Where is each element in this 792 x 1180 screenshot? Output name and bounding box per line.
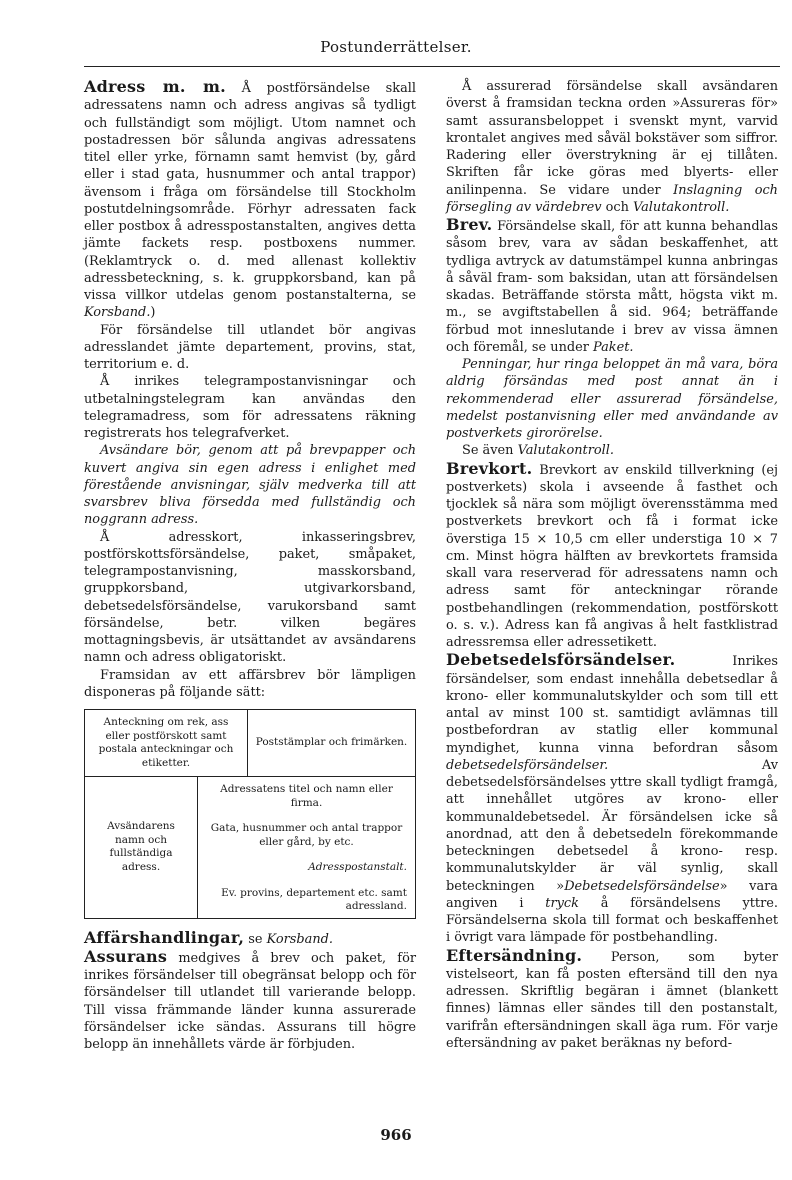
header-rule [84, 66, 780, 67]
korsband-ref: Korsband. [84, 305, 151, 321]
avsandare-note: Avsändare bör, genom att på brevpapper och kuvert angiva sin egen adress i enlighet med förestående anvisningar, själv medverka till att svarsbrev bliva försedda med fullständig och noggrann adress. [84, 443, 416, 528]
adress-heading: Adress m. m. [84, 77, 226, 96]
penningar-note: Penningar, hur ringa beloppet än må vara, böra aldrig försändas med post annat än i rekommenderad eller assurerad försändelse, medelst postanvisning eller med användande av postverkets girorörelse. [446, 357, 778, 441]
affarshandlingar-entry: Affärshandlingar, se Korsband. [84, 927, 333, 947]
stamp-area: Poststämplar och frimärken. [255, 736, 408, 749]
brev-heading: Brev. [446, 215, 493, 234]
recipient-line-country: Ev. provins, departement etc. samt adressland. [221, 886, 407, 912]
brev-paragraph: Brev. Försändelse skall, för att kunna behandlas såsom brev, vara av sådan beskaffenhet, att tydliga avtryck av datumstämpel kunna anbringas å såväl fram- som baksidan, utan att försändelsen skadas. Beträffande största mått, högsta vikt m. m., se avgiftstabellen å sid. 964; beträffande förbud mot inneslutande i brev av vissa ämnen och föremål, se under Paket. [446, 215, 778, 355]
korsband-ref-2: Korsband. [266, 931, 333, 947]
running-header: Postunderrättelser. [320, 38, 472, 56]
recipient-area [198, 777, 415, 918]
valutakontroll-ref-2: Valutakontroll. [517, 443, 614, 459]
recipient-line-name: Adressatens titel och namn eller firma. [220, 783, 393, 809]
utland-paragraph: För försändelse till utlandet bör angivas adresslandet jämte departement, provins, stat, territorium e. d. [84, 322, 416, 372]
assurans-heading: Assurans [84, 946, 168, 966]
assurerad-paragraph: Å assurerad försändelse skall avsändaren överst å framsidan teckna orden »Assureras för» samt assuransbeloppet i svenskt mynt, varvid krontalet angives med såväl bokstäver som siffror. Radering eller överstrykning är ej tillåten. Skriften får icke göras med blyerts- eller anilinpenna. Se vidare under Inslagning och försegling av värdebrev och Valutakontroll. [446, 79, 778, 215]
debetsedel-paragraph: Debetsedelsförsändelser. Inrikes försändelser, som endast innehålla debetsedlar å krono- eller kommunalutskylder och som till ett antal av minst 100 st. samtidigt avlämnas till postbefordran av statlig eller kommunal myndighet, kunna vinna befordran såsom debetsedelsförsändelser. Av debetsedelsförsändelses yttre skall tydligt framgå, att innehållet utgöres av krono- eller kommunaldebetsedel. Är försändelsen icke så anordnad, att den å debetsedeln förekommande beteckningen debetsedel å krono- resp. kommunalutskylder är väl synlig, skall beteckningen »Debetsedelsförsändelse» vara angiven i tryck å försändelsens yttre. Försändelserna skola till format och beskaffenhet i övrigt vara lämpade för postbehandling. [446, 650, 778, 946]
valutakontroll-ref: Valutakontroll. [632, 199, 730, 215]
annotation-area: Anteckning om rek, ass eller postförskott samt postala anteckningar och etiketter. [85, 710, 248, 776]
adress-paragraph: Adress m. m. Å postförsändelse skall adressatens namn och adress angivas så tydligt och fullständigt som möjligt. Utom namnet och postadressen bör sålunda angivas adressatens titel eller yrke, förnamn samt hemvist (by, gård eller i stad gata, husnummer och antal trappor) ävensom i fråga om försändelse till Stockholm postutdelningsområde. Förhyr adressaten fack eller postbox å adresspostanstalten, angives detta jämte fackets resp. postboxens nummer. (Reklamtryck o. d. med allenast kollektiv adressbeteckning, s. k. gruppkorsband, kan på vissa villkor utdelas genom postanstalterna, se Korsband.) [84, 77, 416, 321]
brevkort-paragraph: Brevkort. Brevkort av enskild tillverkning (ej postverkets) skola i avseende å fasthet och tjocklek så nära som möjligt överensstämma med postverkets brevkort och få i format icke överstiga 15 × 10,5 cm eller understiga 10 × 7 cm. Minst högra hälften av brevkortets framsida skall vara reserverad för adressatens namn och adress samt för anteckningar rörande postbehandlingen (rekommendation, postförskott o. s. v.). Adress kan få angivas å helt fastklistrad adressremsa eller adressetikett. [446, 458, 778, 650]
framsidan-paragraph: Framsidan av ett affärsbrev bör lämpligen disponeras på följande sätt: [84, 667, 416, 700]
inslagning-ref: Inslagning och försegling av värdebrev [446, 182, 778, 215]
sender-area: Avsändarens namn och fullständiga adress. [85, 777, 198, 918]
eftersandning-paragraph: Eftersändning. Person, som byter vistelseort, kan få posten eftersänd till den nya adressen. Skriftlig begäran i ämnet (blankett finnes) lämnas eller sändes till den postanstalt, varifrån eftersändningen skall äga rum. För varje eftersändning av paket beräknas ny beford- [446, 945, 778, 1051]
recipient-line-street: Gata, husnummer och antal trappor eller gård, by etc. [210, 822, 403, 848]
eftersandning-heading: Eftersändning. [446, 945, 583, 965]
brevkort-heading: Brevkort. [446, 458, 533, 478]
paket-ref: Paket. [593, 339, 634, 355]
adresskort-paragraph: Å adresskort, inkasseringsbrev, postförskottsförsändelse, paket, småpaket, telegrampostanvisning, masskorsband, gruppkorsband, utgivarkorsband, debetsedelsförsändelse, varukorsband samt försändelse, betr. vilken begäres mottagningsbevis, är utsättandet av avsändarens namn och adress obligatoriskt. [84, 529, 416, 666]
right-column [446, 78, 778, 1052]
debetsedel-heading: Debetsedelsförsändelser. [446, 650, 676, 670]
left-column [84, 78, 416, 1053]
assurans-paragraph: Assurans medgives å brev och paket, för inrikes försändelser till obegränsat belopp och för försändelser till utlandet till varierande belopp. Till vissa främmande länder kunna assurerade försändelser icke sändas. Assurans till högre belopp än innehållets värde är förbjuden. [84, 946, 416, 1052]
affarshandlingar-heading: Affärshandlingar, [84, 927, 245, 947]
recipient-line-postoffice: Adresspostanstalt. [308, 861, 407, 873]
telegram-paragraph: Å inrikes telegrampostanvisningar och utbetalningstelegram kan användas den telegramadress, som för adressatens räkning registrerats hos telegrafverket. [84, 374, 416, 441]
se-aven-line: Se även Valutakontroll. [462, 443, 614, 459]
envelope-layout-diagram [84, 709, 416, 919]
page-number: 966 [380, 1126, 412, 1144]
